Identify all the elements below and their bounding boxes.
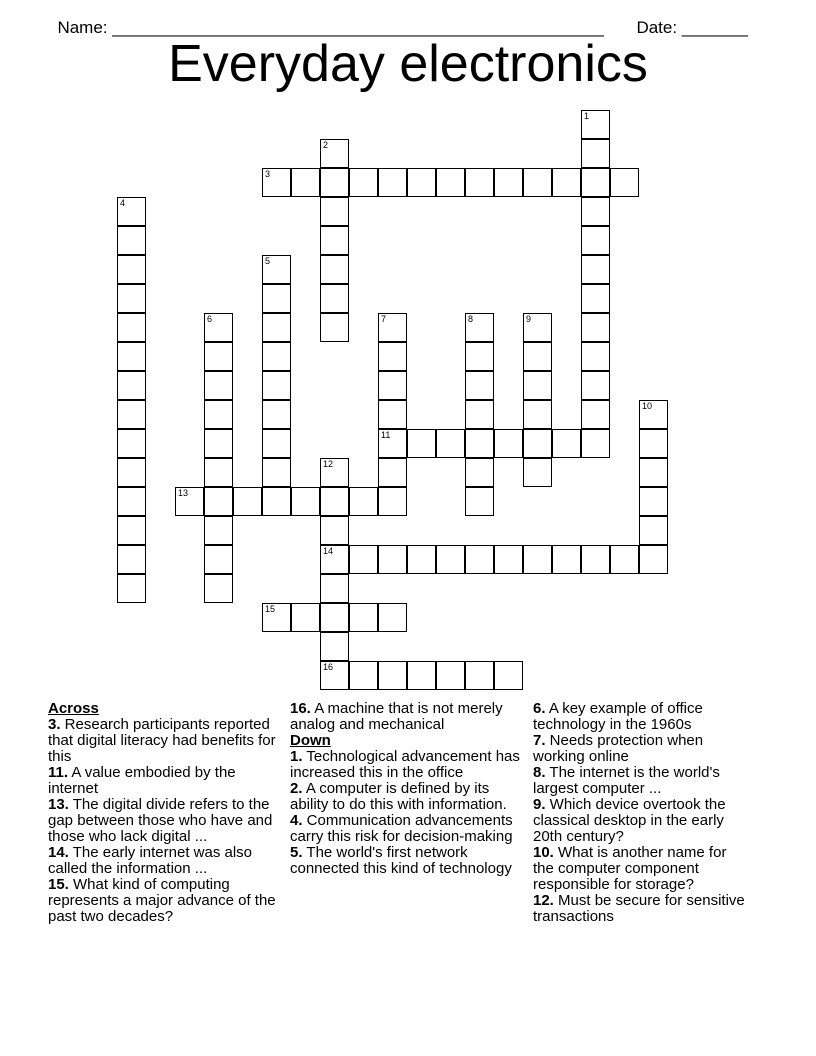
crossword-cell[interactable] [117, 400, 146, 429]
cell-number: 14 [323, 546, 334, 556]
clue-number: 7. [533, 732, 546, 749]
crossword-cell[interactable] [378, 458, 407, 487]
crossword-cell[interactable] [320, 661, 349, 690]
crossword-cell[interactable] [639, 516, 668, 545]
clue-number: 14. [48, 844, 69, 861]
cell-number: 2 [323, 140, 329, 150]
cell-number: 1 [584, 111, 590, 121]
clue-number: 6. [533, 700, 546, 717]
crossword-cell[interactable] [581, 313, 610, 342]
clue-across-13 [48, 797, 278, 845]
crossword-cell[interactable] [291, 603, 320, 632]
crossword-cell[interactable] [262, 429, 291, 458]
crossword-cell[interactable] [523, 400, 552, 429]
crossword-cell[interactable] [465, 487, 494, 516]
crossword-cell[interactable] [117, 545, 146, 574]
clue-down-6 [533, 701, 751, 733]
crossword-cell[interactable] [581, 429, 610, 458]
crossword-cell[interactable] [262, 603, 291, 632]
crossword-cell[interactable] [204, 313, 233, 342]
crossword-cell[interactable] [175, 487, 204, 516]
clue-down-4 [290, 813, 524, 845]
crossword-cell[interactable] [233, 487, 262, 516]
crossword-cell[interactable] [465, 313, 494, 342]
crossword-cell[interactable] [436, 545, 465, 574]
crossword-cell[interactable] [407, 545, 436, 574]
clue-text: A key example of office technology in the 1960s [533, 700, 703, 733]
crossword-cell[interactable] [581, 168, 610, 197]
clue-down-7 [533, 733, 751, 765]
date-label: Date: [636, 18, 682, 37]
crossword-cell[interactable] [639, 458, 668, 487]
clue-text: A value embodied by the internet [48, 764, 236, 797]
crossword-cell[interactable] [552, 168, 581, 197]
cell-number: 8 [468, 314, 474, 324]
clue-down-10 [533, 845, 751, 893]
crossword-cell[interactable] [581, 255, 610, 284]
clue-text: Must be secure for sensitive transactions [533, 892, 745, 925]
cell-number: 5 [265, 256, 271, 266]
clue-number: 13. [48, 796, 69, 813]
crossword-cell[interactable] [436, 168, 465, 197]
cell-number: 9 [526, 314, 532, 324]
clue-across-11 [48, 765, 278, 797]
crossword-cell[interactable] [407, 429, 436, 458]
crossword-cell[interactable] [262, 458, 291, 487]
clue-text: Research participants reported that digital literacy had benefits for this [48, 716, 276, 765]
clue-across-16 [290, 701, 524, 733]
crossword-cell[interactable] [494, 545, 523, 574]
crossword-cell[interactable] [204, 458, 233, 487]
crossword-cell[interactable] [204, 429, 233, 458]
clue-text: The early internet was also called the information ... [48, 844, 253, 877]
crossword-cell[interactable] [523, 458, 552, 487]
crossword-cell[interactable] [639, 487, 668, 516]
clue-number: 1. [290, 748, 303, 765]
crossword-cell[interactable] [494, 168, 523, 197]
clue-text: Technological advancement has increased this in the office [290, 748, 520, 781]
crossword-cell[interactable] [320, 284, 349, 313]
clue-number: 10. [533, 844, 554, 861]
crossword-cell[interactable] [262, 487, 291, 516]
crossword-cell[interactable] [291, 487, 320, 516]
crossword-cell[interactable] [320, 487, 349, 516]
crossword-cell[interactable] [262, 371, 291, 400]
cell-number: 12 [323, 459, 334, 469]
crossword-cell[interactable] [378, 313, 407, 342]
crossword-cell[interactable] [581, 400, 610, 429]
crossword-cell[interactable] [639, 429, 668, 458]
crossword-cell[interactable] [552, 545, 581, 574]
crossword-cell[interactable] [581, 545, 610, 574]
crossword-cell[interactable] [581, 342, 610, 371]
crossword-cell[interactable] [378, 545, 407, 574]
clue-down-5 [290, 845, 524, 877]
clue-number: 8. [533, 764, 546, 781]
crossword-cell[interactable] [407, 661, 436, 690]
down-heading: Down [290, 732, 331, 749]
crossword-cell[interactable] [262, 313, 291, 342]
crossword-cell[interactable] [320, 574, 349, 603]
crossword-cell[interactable] [117, 458, 146, 487]
crossword-cell[interactable] [494, 661, 523, 690]
crossword-cell[interactable] [204, 342, 233, 371]
page-title: Everyday electronics [168, 35, 648, 93]
crossword-cell[interactable] [320, 139, 349, 168]
crossword-cell[interactable] [117, 226, 146, 255]
crossword-cell[interactable] [639, 400, 668, 429]
crossword-cell[interactable] [117, 284, 146, 313]
crossword-cell[interactable] [320, 168, 349, 197]
crossword-cell[interactable] [320, 516, 349, 545]
clue-text: The world's first network connected this kind of technology [290, 844, 512, 877]
crossword-cell[interactable] [349, 603, 378, 632]
crossword-cell[interactable] [320, 255, 349, 284]
crossword-cell[interactable] [262, 168, 291, 197]
crossword-cell[interactable] [465, 342, 494, 371]
crossword-cell[interactable] [465, 545, 494, 574]
clue-text: Communication advancements carry this risk for decision-making [290, 812, 513, 845]
crossword-cell[interactable] [465, 458, 494, 487]
crossword-cell[interactable] [320, 632, 349, 661]
name-label: Name: [57, 18, 113, 37]
cell-number: 6 [207, 314, 213, 324]
crossword-cell[interactable] [436, 429, 465, 458]
crossword-cell[interactable] [552, 429, 581, 458]
crossword-cell[interactable] [349, 545, 378, 574]
crossword-cell[interactable] [436, 661, 465, 690]
crossword-cell[interactable] [610, 168, 639, 197]
crossword-cell[interactable] [320, 313, 349, 342]
crossword-cell[interactable] [117, 516, 146, 545]
cell-number: 3 [265, 169, 271, 179]
clue-number: 15. [48, 876, 69, 893]
crossword-cell[interactable] [378, 487, 407, 516]
crossword-cell[interactable] [465, 400, 494, 429]
cell-number: 11 [381, 430, 391, 440]
crossword-cell[interactable] [378, 429, 407, 458]
crossword-cell[interactable] [581, 197, 610, 226]
crossword-cell[interactable] [349, 661, 378, 690]
cell-number: 4 [120, 198, 126, 208]
crossword-cell[interactable] [262, 400, 291, 429]
clue-text: Needs protection when working online [533, 732, 704, 765]
crossword-cell[interactable] [378, 661, 407, 690]
date-blank[interactable]: _______ [681, 18, 748, 37]
clue-down-1 [290, 749, 524, 781]
crossword-cell[interactable] [117, 255, 146, 284]
crossword-cell[interactable] [291, 168, 320, 197]
crossword-cell[interactable] [465, 429, 494, 458]
crossword-cell[interactable] [465, 371, 494, 400]
cell-number: 7 [381, 314, 387, 324]
clue-down-8 [533, 765, 751, 797]
crossword-cell[interactable] [117, 429, 146, 458]
crossword-cell[interactable] [378, 603, 407, 632]
crossword-cell[interactable] [320, 603, 349, 632]
crossword-cell[interactable] [204, 400, 233, 429]
clue-column-3 [533, 701, 751, 925]
crossword-cell[interactable] [639, 545, 668, 574]
crossword-cell[interactable] [204, 487, 233, 516]
clue-number: 5. [290, 844, 303, 861]
crossword-cell[interactable] [465, 661, 494, 690]
crossword-cell[interactable] [204, 574, 233, 603]
crossword-cell[interactable] [204, 545, 233, 574]
crossword-cell[interactable] [262, 284, 291, 313]
clue-down-12 [533, 893, 751, 925]
crossword-cell[interactable] [523, 342, 552, 371]
crossword-cell[interactable] [320, 197, 349, 226]
crossword-cell[interactable] [523, 313, 552, 342]
crossword-cell[interactable] [378, 168, 407, 197]
clue-text: What is another name for the computer component responsible for storage? [533, 844, 727, 893]
crossword-cell[interactable] [407, 168, 436, 197]
crossword-cell[interactable] [523, 545, 552, 574]
crossword-cell[interactable] [610, 545, 639, 574]
crossword-cell[interactable] [581, 110, 610, 139]
clue-column-2 [290, 701, 524, 877]
crossword-cell[interactable] [117, 574, 146, 603]
clue-text: What kind of computing represents a major advance of the past two decades? [48, 876, 276, 925]
crossword-cell[interactable] [465, 168, 494, 197]
clue-across-14 [48, 845, 278, 877]
crossword-cell[interactable] [349, 487, 378, 516]
crossword-cell[interactable] [262, 342, 291, 371]
crossword-cell[interactable] [117, 197, 146, 226]
crossword-cell[interactable] [117, 342, 146, 371]
across-heading: Across [48, 700, 99, 717]
clue-text: A machine that is not merely analog and mechanical [290, 700, 503, 733]
clue-number: 9. [533, 796, 546, 813]
clue-column-1 [48, 701, 278, 925]
crossword-cell[interactable] [117, 371, 146, 400]
clue-number: 16. [290, 700, 311, 717]
clue-text: The internet is the world's largest computer ... [533, 764, 720, 797]
clue-number: 3. [48, 716, 61, 733]
clue-number: 11. [48, 764, 69, 781]
crossword-cell[interactable] [523, 371, 552, 400]
clue-across-3 [48, 717, 278, 765]
crossword-cell[interactable] [320, 545, 349, 574]
crossword-cell[interactable] [320, 458, 349, 487]
crossword-cell[interactable] [581, 371, 610, 400]
crossword-cell[interactable] [117, 487, 146, 516]
cell-number: 13 [178, 488, 189, 498]
crossword-cell[interactable] [581, 139, 610, 168]
cell-number: 15 [265, 604, 276, 614]
clue-number: 12. [533, 892, 554, 909]
clue-number: 2. [290, 780, 303, 797]
crossword-cell[interactable] [320, 226, 349, 255]
crossword-cell[interactable] [204, 371, 233, 400]
clue-down-9 [533, 797, 751, 845]
crossword-cell[interactable] [494, 429, 523, 458]
clue-down-2 [290, 781, 524, 813]
clue-number: 4. [290, 812, 303, 829]
clue-across-15 [48, 877, 278, 925]
clue-text: A computer is defined by its ability to do this with information. [290, 780, 507, 813]
crossword-cell[interactable] [117, 313, 146, 342]
cell-number: 10 [642, 401, 653, 411]
crossword-cell[interactable] [523, 429, 552, 458]
crossword-cell[interactable] [523, 168, 552, 197]
crossword-cell[interactable] [378, 342, 407, 371]
crossword-cell[interactable] [378, 400, 407, 429]
crossword-cell[interactable] [378, 371, 407, 400]
cell-number: 16 [323, 662, 334, 672]
crossword-cell[interactable] [262, 255, 291, 284]
crossword-cell[interactable] [581, 284, 610, 313]
crossword-cell[interactable] [581, 226, 610, 255]
crossword-cell[interactable] [204, 516, 233, 545]
crossword-cell[interactable] [349, 168, 378, 197]
name-blank[interactable]: ____________________________________________________ [112, 18, 604, 37]
clue-text: The digital divide refers to the gap between those who have and those who lack digital ... [48, 796, 273, 845]
clue-text: Which device overtook the classical desktop in the early 20th century? [533, 796, 726, 845]
